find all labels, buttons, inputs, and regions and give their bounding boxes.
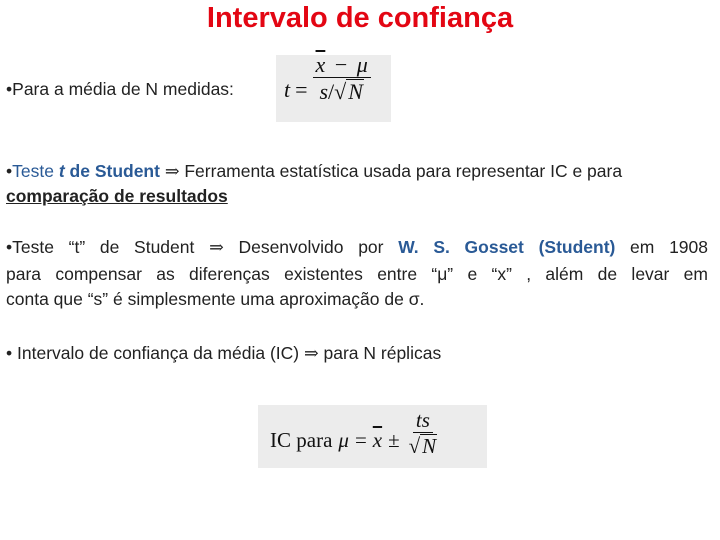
bullet-icon: • — [6, 343, 13, 363]
formula-xbar: $\overline{x}$ — [372, 428, 383, 453]
implies-icon: ⇒ — [209, 238, 224, 258]
formula-fraction — [406, 409, 441, 458]
bullet-item-mean — [6, 77, 234, 102]
paragraph-line-3: conta que “s” é simplesmente uma aproximação de σ. — [6, 289, 425, 309]
sqrt-icon: √ — [334, 79, 347, 105]
author-name: W. S. Gosset (Student) — [398, 237, 616, 257]
implies-icon: ⇒ — [164, 162, 180, 182]
item-text: Para a média de N medidas: — [12, 79, 234, 99]
formula-mu: μ — [356, 52, 368, 77]
formula-mu: μ — [338, 428, 349, 453]
formula-xbar: $\overline{x}$ — [315, 52, 326, 77]
paragraph-line-1: •Teste “t” de Student ⇒ Desenvolvido por W. S. Gosset (Student) em 1908 — [6, 237, 708, 258]
formula-s: s — [319, 79, 328, 105]
confidence-interval-formula — [258, 405, 487, 468]
implies-icon: ⇒ — [303, 344, 319, 364]
student-test-label: Teste t de Student — [12, 161, 160, 181]
page-title: Intervalo de confiança — [206, 2, 514, 34]
formula-fraction — [313, 53, 371, 104]
formula-n: N — [348, 79, 363, 105]
sqrt-icon: √ — [408, 434, 421, 459]
item-text: Ferramenta estatística usada para representar IC e para — [179, 161, 623, 181]
paragraph-line-2: para compensar as diferenças existentes entre “μ” e “x” , além de levar em — [6, 263, 708, 284]
bullet-icon: • — [6, 237, 13, 257]
t-statistic-formula — [276, 52, 391, 122]
formula-slash: / — [328, 79, 335, 105]
bullet-item-ic: • Intervalo de confiança da média (IC) ⇒ para N réplicas — [6, 343, 442, 364]
formula-ic-para: IC para — [270, 428, 333, 453]
formula-n: N — [422, 434, 437, 459]
bullet-icon: • — [6, 79, 13, 99]
formula-equals: = — [354, 428, 367, 453]
underlined-heading: comparação de resultados — [6, 186, 228, 206]
formula-ts: ts — [413, 409, 433, 433]
bullet-item-student-test — [6, 159, 622, 185]
formula-minus: − — [334, 52, 348, 77]
formula-equals: = — [295, 76, 308, 102]
formula-t: t — [284, 76, 291, 102]
bullet-icon: • — [6, 161, 13, 181]
bullet-item-gosset — [6, 235, 708, 313]
formula-plus-minus: ± — [388, 428, 400, 453]
